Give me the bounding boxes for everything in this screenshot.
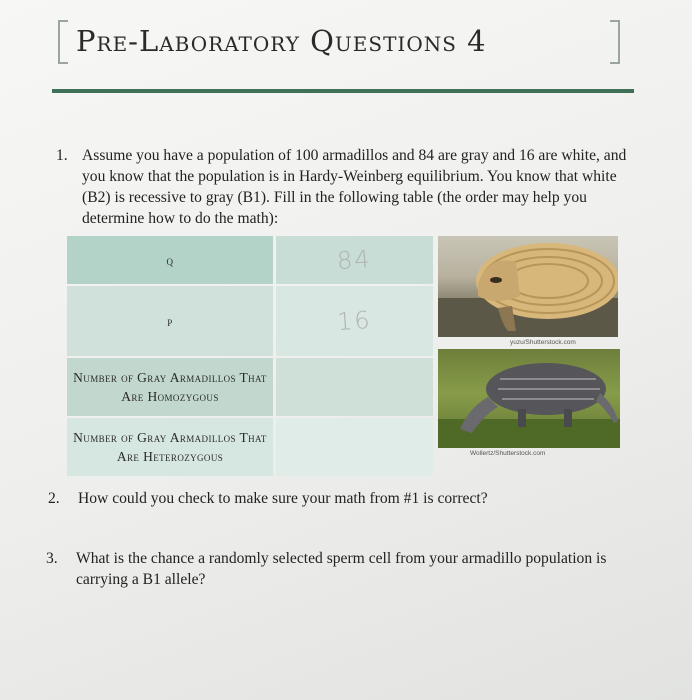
question-text: What is the chance a randomly selected sperm cell from your armadillo population is carrying a B1 allele? <box>76 550 607 588</box>
row-label-gray-homozygous: Number of Gray Armadillos That Are Homozygous <box>67 358 273 416</box>
armadillo-grazing-illustration <box>438 349 620 448</box>
handwritten-answer: 16 <box>336 305 373 337</box>
page-title: Pre-Laboratory Questions 4 <box>76 24 487 58</box>
question-text: How could you check to make sure your math from #1 is correct? <box>78 490 488 507</box>
armadillo-photo-grazing <box>438 349 620 448</box>
question-number: 1. <box>56 147 68 164</box>
answer-cell-gray-heterozygous[interactable] <box>276 418 433 476</box>
answer-cell-p[interactable] <box>276 286 433 356</box>
question-number: 3. <box>46 550 58 567</box>
photo-credit: Wollertz/Shutterstock.com <box>470 450 546 457</box>
title-bracket-right <box>610 20 620 64</box>
header-divider <box>52 89 634 93</box>
hardy-weinberg-table <box>67 236 433 476</box>
armadillo-closeup-illustration <box>438 236 618 337</box>
handwritten-answer: 84 <box>336 244 373 276</box>
photo-credit: yuzu/Shutterstock.com <box>510 339 576 346</box>
armadillo-photo-closeup <box>438 236 618 337</box>
answer-cell-q[interactable] <box>276 236 433 284</box>
table-row <box>67 418 433 476</box>
row-label-q: q <box>67 236 273 284</box>
row-label-gray-heterozygous: Number of Gray Armadillos That Are Heterozygous <box>67 418 273 476</box>
table-row <box>67 358 433 416</box>
row-label-p: p <box>67 286 273 356</box>
page-header <box>58 14 628 72</box>
question-number: 2. <box>48 490 60 507</box>
title-bracket-left <box>58 20 68 64</box>
answer-cell-gray-homozygous[interactable] <box>276 358 433 416</box>
table-row <box>67 236 433 284</box>
table-row <box>67 286 433 356</box>
question-text: Assume you have a population of 100 armadillos and 84 are gray and 16 are white, and you know that the population is in Hardy-Weinberg equilibrium. You know that white (B2) is recessive to gray (B1). Fill in the following table (the order may help you determine how to do the math): <box>82 147 627 227</box>
